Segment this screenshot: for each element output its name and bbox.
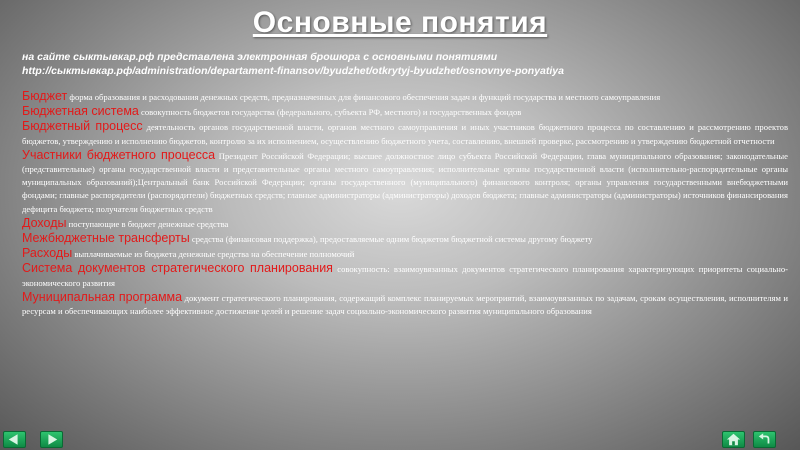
definition-text: выплачиваемые из бюджета денежные средства на обеспечение полномочий — [72, 249, 355, 260]
arrow-left-icon — [4, 432, 25, 447]
slide-title: Основные понятия — [252, 6, 548, 39]
definition-term: Бюджетный процесс — [22, 119, 143, 134]
definition-term: Межбюджетные трансферты — [22, 231, 190, 246]
definition-item — [22, 217, 788, 231]
definitions-list — [22, 90, 788, 319]
definition-term: Система документов стратегического планирования — [22, 261, 333, 276]
definition-item — [22, 232, 788, 246]
return-icon — [754, 432, 775, 447]
definition-text: совокупность бюджетов государства (федерального, субъекта РФ, местного) и государственных фондов — [138, 107, 522, 118]
definition-item — [22, 247, 788, 261]
definition-term: Доходы — [22, 215, 67, 230]
next-slide-button[interactable] — [40, 431, 63, 448]
definition-item — [22, 90, 788, 104]
definition-text: средства (финансовая поддержка), предоставляемые одним бюджетом бюджетной системы другому бюджету — [189, 234, 593, 245]
definition-text: деятельность органов государственной власти, органов местного самоуправления и иных участников бюджетного процесса по составлению и рассмотрению проектов бюджетов, утверждению и исполнению бюджетов, контролю за их исполнением, осуществлению бюджетного учета, составлению, внешней проверке, рассмотрению и утверждению бюджетной отчетности — [22, 122, 789, 146]
definition-text: документ стратегического планирования, содержащий комплекс планируемых мероприятий, взаимоувязанных по задачам, срокам осуществления, исполнителям и ресурсам и обеспечивающих наиболее эффективное достижение целей и решение задач социально-экономического развития муниципального образования — [22, 292, 788, 317]
definition-term: Участники бюджетного процесса — [22, 147, 216, 162]
definition-item — [22, 291, 788, 318]
definition-term: Муниципальная программа — [22, 289, 183, 304]
intro-text: на сайте сыктывкар.рф представлена электронная брошюра с основными понятиями — [22, 51, 498, 63]
intro-link[interactable]: http://сыктывкар.рф/administration/departament-finansov/byudzhet/otkrytyj-byudzhet/osnovnye-ponyatiya — [22, 65, 564, 77]
definition-item — [22, 149, 788, 216]
definition-term: Расходы — [22, 246, 73, 261]
arrow-right-icon — [41, 432, 62, 447]
definition-text: Президент Российской Федерации; высшее должностное лицо субъекта Российской Федерации, глава муниципального образования; законодательные (представительные) органы государственной власти и представительные органы местного самоуправления; исполнительные органы государственной власти (исполнительно-распорядительные органы муниципальных образований);Центральный банк Российской Федерации; органы государственного (муниципального) финансового контроля; органы управления государственными внебюджетными фондами; главные распорядители (распорядители) бюджетных средств; главные администраторы (администраторы) доходов бюджета; главные администраторы (администраторы) источников финансирования дефицита бюджета; получатели бюджетных средств — [22, 150, 788, 214]
intro-block — [22, 50, 784, 78]
definition-item — [22, 120, 788, 147]
definition-term: Бюджетная система — [22, 104, 139, 119]
home-icon — [723, 432, 744, 447]
return-button[interactable] — [753, 431, 776, 448]
definition-item — [22, 262, 788, 289]
definition-term: Бюджет — [22, 89, 68, 103]
definition-text: совокупность: взаимоувязанных документов стратегического планирования характеризующих приоритеты социально-экономического развития — [22, 264, 788, 288]
definition-item — [22, 105, 788, 119]
home-button[interactable] — [722, 431, 745, 448]
prev-slide-button[interactable] — [3, 431, 26, 448]
definition-text: поступающие в бюджет денежные средства — [66, 218, 229, 229]
definition-text: форма образования и расходования денежных средств, предназначенных для финансового обеспечения задач и функций государства и местного самоуправления — [67, 92, 661, 102]
